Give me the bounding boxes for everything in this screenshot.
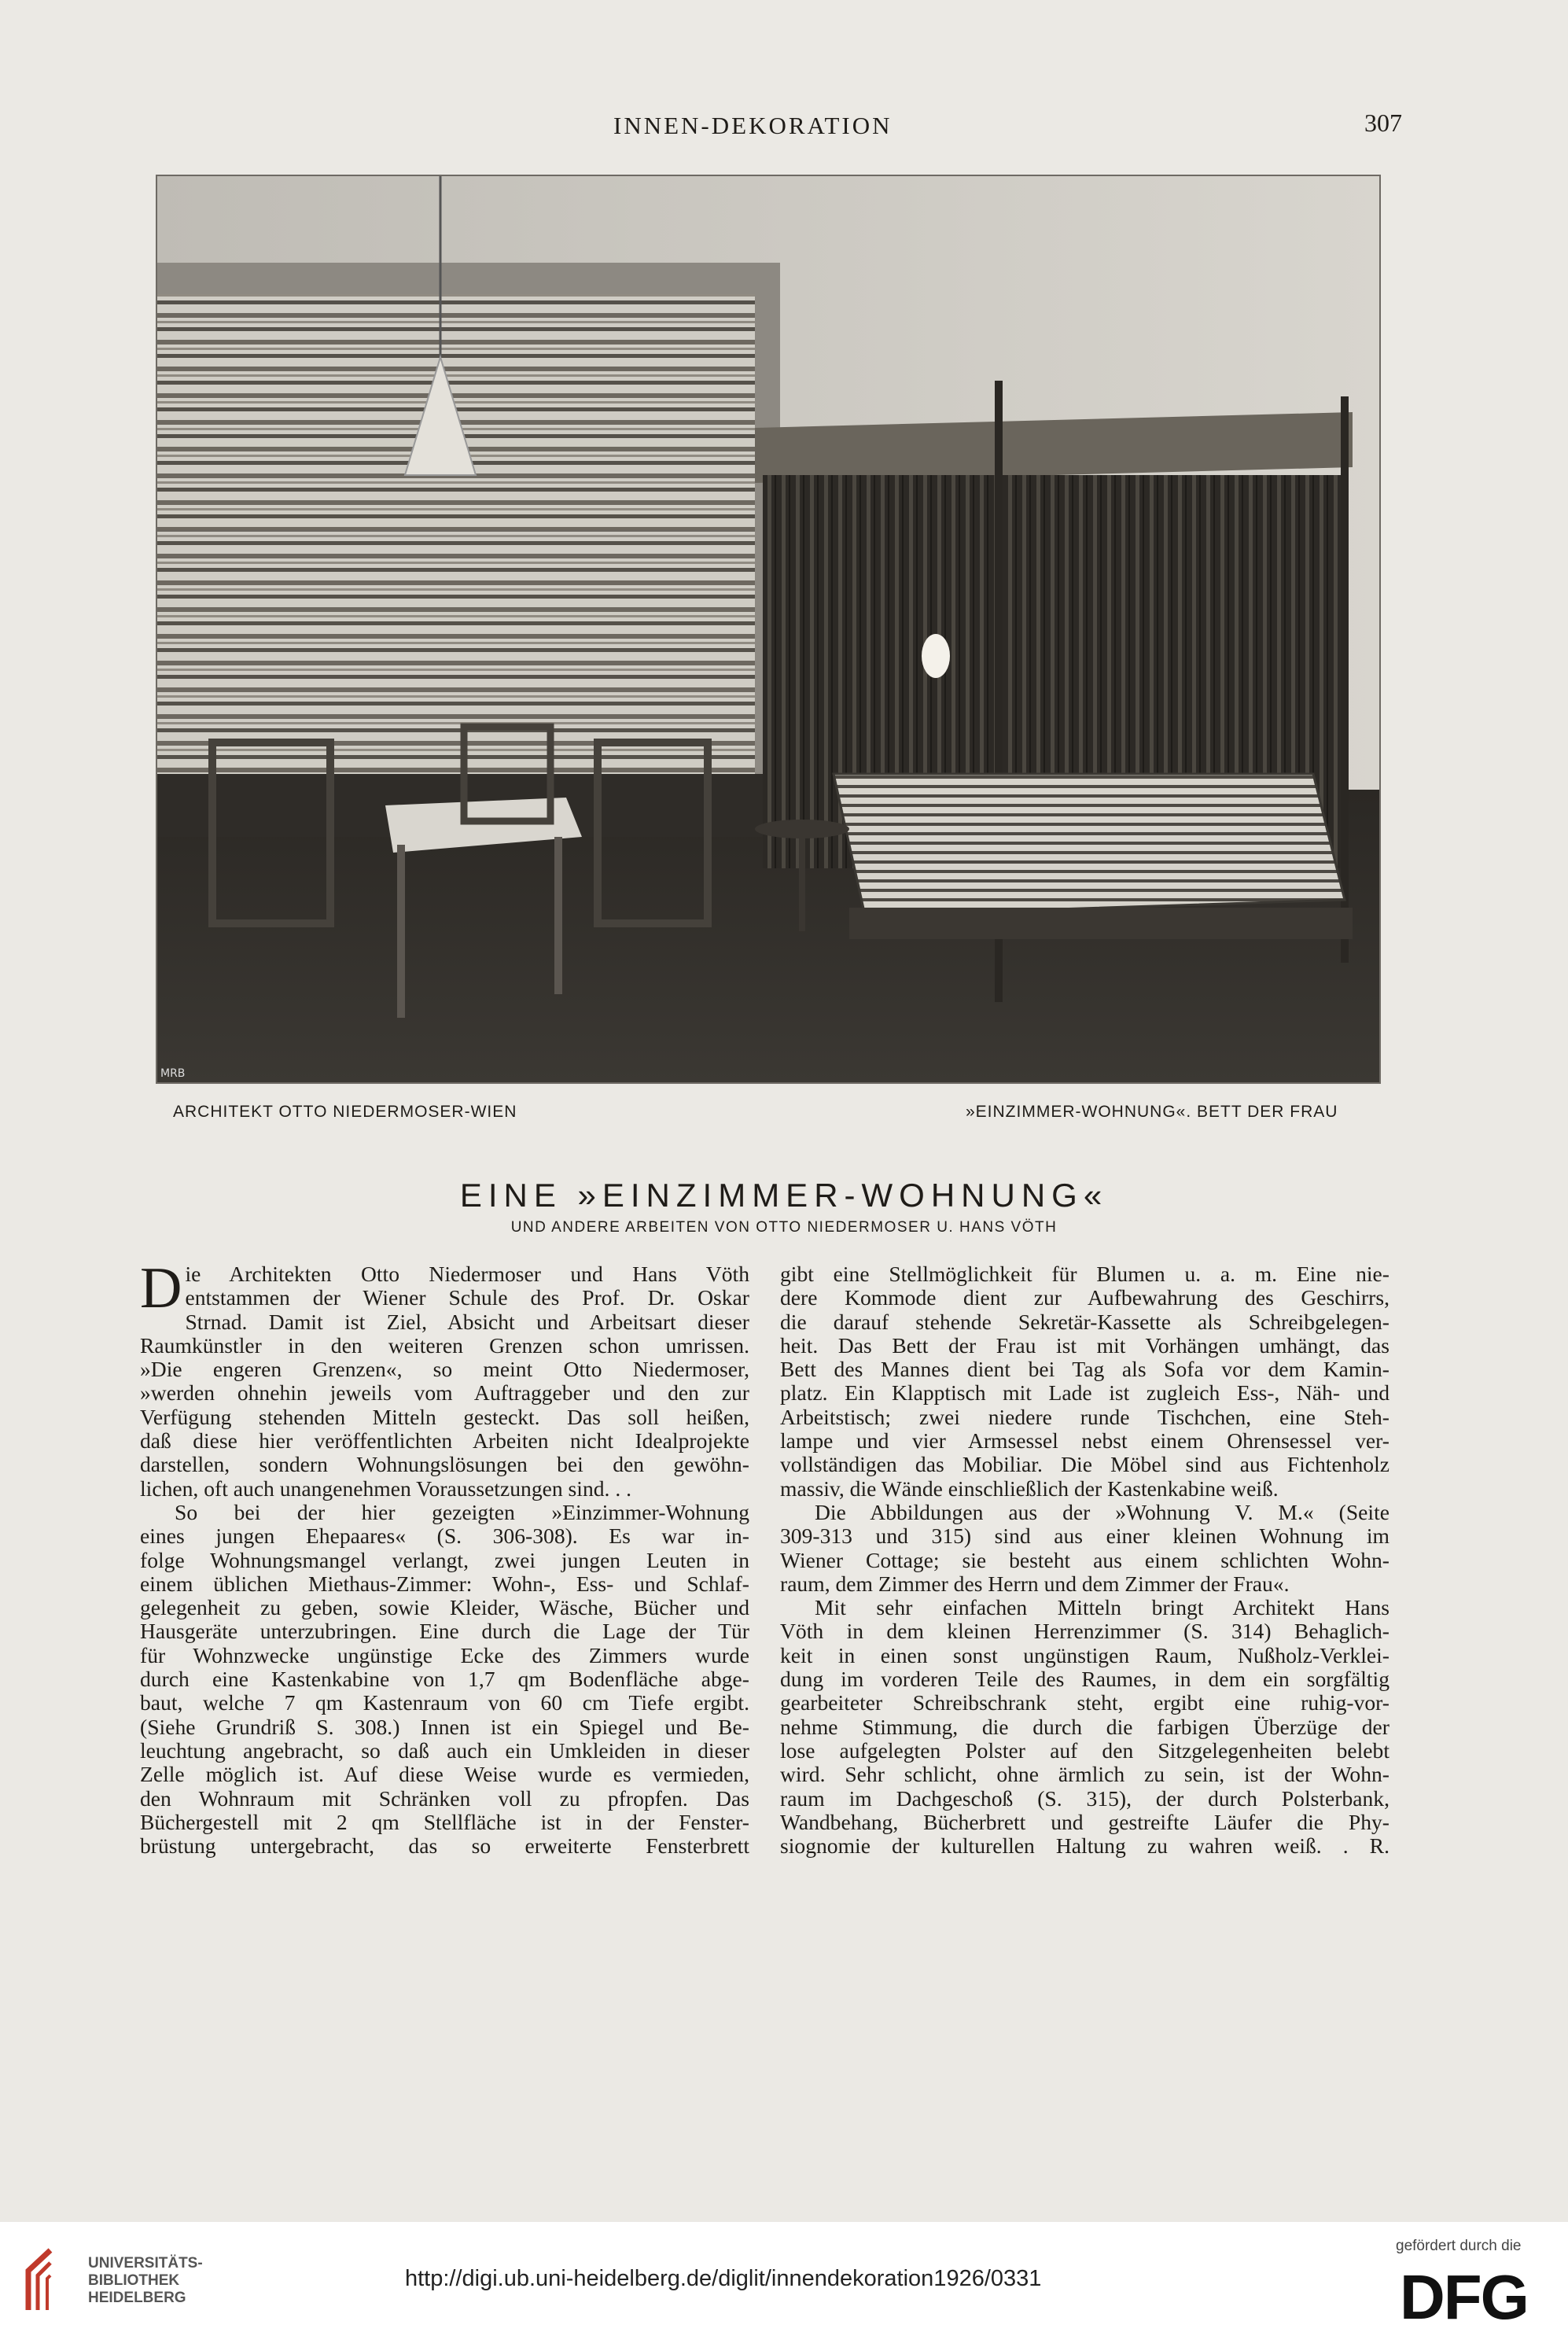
text-line: entstammen der Wiener Schule des Prof. Dr. Oskar <box>185 1285 749 1310</box>
text-line: »werden ohnehin jeweils vom Auftraggeber und den zur <box>140 1380 749 1406</box>
library-name-line: BIBLIOTHEK <box>88 2272 180 2289</box>
text-line: siognomie der kulturellen Haltung zu wahren weiß. . R. <box>780 1833 1389 1859</box>
text-line: gibt eine Stellmöglichkeit für Blumen u. a. m. Eine nie- <box>780 1262 1389 1286</box>
text-line: lichen, oft auch unangenehmen Voraussetzungen sind. . . <box>140 1476 632 1501</box>
text-line: wird. Sehr schlicht, ohne ärmlich zu sein, ist der Wohn- <box>780 1762 1389 1787</box>
text-line: Zelle möglich ist. Auf diese Weise wurde es vermieden, <box>140 1762 749 1787</box>
text-line: darstellen, sondern Wohnungslösungen bei den gewöhn- <box>140 1452 749 1477</box>
text-line: leuchtung angebracht, so daß auch ein Umkleiden in dieser <box>140 1737 749 1763</box>
text-line: lose aufgelegten Polster auf den Sitzgelegenheiten belebt <box>780 1737 1389 1763</box>
text-line: Strnad. Damit ist Ziel, Absicht und Arbeitsart dieser <box>185 1309 749 1334</box>
funding-label: gefördert durch die <box>1396 2238 1522 2254</box>
digitization-footer <box>0 2222 1568 2336</box>
text-line: Vöth in dem kleinen Herrenzimmer (S. 314) Behaglich- <box>780 1619 1389 1644</box>
text-line: »Die engeren Grenzen«, so meint Otto Niedermoser, <box>140 1357 749 1382</box>
library-name-line: HEIDELBERG <box>88 2290 186 2306</box>
photographer-monogram: MRB <box>160 1067 186 1080</box>
text-line: keit in einen sonst ungünstigen Raum, Nußholz-Verklei- <box>780 1642 1389 1667</box>
text-line: Hausgeräte unterzubringen. Eine durch die Lage der Tür <box>140 1619 749 1644</box>
text-line: Wandbehang, Bücherbrett und gestreifte Läufer die Phy- <box>780 1809 1389 1834</box>
text-line: platz. Ein Klapptisch mit Lade ist zugleich Ess-, Näh- und <box>780 1380 1389 1406</box>
text-line: durch eine Kastenkabine von 1,7 qm Bodenfläche abge- <box>140 1667 749 1692</box>
text-line: brüstung untergebracht, das so erweiterte Fensterbrett <box>140 1833 749 1859</box>
text-line: Bett des Mannes dient bei Tag als Sofa vor dem Kamin- <box>780 1357 1389 1382</box>
running-title: INNEN-DEKORATION <box>613 112 893 139</box>
text-line: heit. Das Bett der Frau ist mit Vorhängen umhängt, das <box>780 1332 1389 1358</box>
text-line: eines jungen Ehepaares« (S. 306-308). Es war in- <box>140 1524 749 1549</box>
photo-caption-architect: ARCHITEKT OTTO NIEDERMOSER-WIEN <box>173 1103 517 1121</box>
text-line: Raumkünstler in den weiteren Grenzen schon umrissen. <box>140 1332 749 1358</box>
text-column-left <box>140 1256 749 1859</box>
text-line: baut, welche 7 qm Kastenraum von 60 cm Tiefe ergibt. <box>140 1690 749 1715</box>
text-line: raum im Dachgeschoß (S. 315), der durch Polsterbank, <box>780 1785 1389 1811</box>
photo-caption-title: »EINZIMMER-WOHNUNG«. BETT DER FRAU <box>966 1103 1338 1121</box>
page-number: 307 <box>1364 109 1402 137</box>
drop-cap: D <box>140 1256 182 1321</box>
text-line: Verfügung stehenden Mitteln gesteckt. Das soll heißen, <box>140 1404 749 1429</box>
text-line: massiv, die Wände einschließlich der Kastenkabine weiß. <box>780 1476 1279 1501</box>
library-name-line: UNIVERSITÄTS- <box>88 2255 203 2272</box>
text-line: Arbeitstisch; zwei niedere runde Tischchen, eine Steh- <box>780 1404 1389 1429</box>
text-line: folge Wohnungsmangel verlangt, zwei jungen Leuten in <box>140 1547 749 1572</box>
text-line: raum, dem Zimmer des Herrn und dem Zimmer der Frau«. <box>780 1571 1290 1596</box>
text-line: Büchergestell mit 2 qm Stellfläche ist in der Fenster- <box>140 1809 749 1834</box>
text-line: (Siehe Grundriß S. 308.) Innen ist ein Spiegel und Be- <box>140 1714 749 1739</box>
permalink-url[interactable]: http://digi.ub.uni-heidelberg.de/diglit/innendekoration1926/0331 <box>405 2266 1042 2291</box>
text-line: nehme Stimmung, die durch die farbigen Überzüge der <box>780 1714 1389 1739</box>
article-subtitle: UND ANDERE ARBEITEN VON OTTO NIEDERMOSER U. HANS VÖTH <box>510 1219 1058 1236</box>
dfg-logo: DFG <box>1400 2262 1528 2332</box>
text-line: gearbeiteter Schreibschrank steht, ergibt eine ruhig-vor- <box>780 1690 1389 1715</box>
library-name <box>88 2255 203 2307</box>
text-line: lampe und vier Armsessel nebst einem Ohrensessel ver- <box>780 1428 1389 1454</box>
text-line: die darauf stehende Sekretär-Kassette als Schreibgelegen- <box>780 1309 1389 1334</box>
text-line: dere Kommode dient zur Aufbewahrung des Geschirrs, <box>780 1285 1389 1310</box>
text-line: So bei der hier gezeigten »Einzimmer-Wohnung <box>175 1499 749 1524</box>
text-line: 309-313 und 315) sind aus einer kleinen Wohnung im <box>780 1524 1389 1549</box>
text-line: gelegenheit zu geben, sowie Kleider, Wäsche, Bücher und <box>140 1595 749 1620</box>
running-head <box>0 109 1568 143</box>
university-library-logo-icon <box>20 2247 80 2313</box>
text-line: Mit sehr einfachen Mitteln bringt Architekt Hans <box>815 1595 1389 1620</box>
text-line: den Wohnraum mit Schränken voll zu pfropfen. Das <box>140 1785 749 1811</box>
text-column-right <box>780 1262 1389 1858</box>
text-line: Wiener Cottage; sie besteht aus einem schlichten Wohn- <box>780 1547 1389 1572</box>
text-line: ie Architekten Otto Niedermoser und Hans Vöth <box>185 1262 749 1286</box>
text-line: für Wohnzwecke ungünstige Ecke des Zimmers wurde <box>140 1642 749 1667</box>
text-line: Die Abbildungen aus der »Wohnung V. M.« (Seite <box>815 1499 1389 1524</box>
text-line: vollständigen das Mobiliar. Die Möbel sind aus Fichtenholz <box>780 1452 1389 1477</box>
text-line: dung im vorderen Teile des Raumes, in dem ein sorgfältig <box>780 1667 1389 1692</box>
text-line: einem üblichen Miethaus-Zimmer: Wohn-, Ess- und Schlaf- <box>140 1571 749 1596</box>
interior-photograph <box>156 175 1381 1084</box>
article-title: EINE »EINZIMMER-WOHNUNG« <box>459 1177 1109 1214</box>
bedroom-photo-illustration <box>157 176 1379 1082</box>
text-line: daß diese hier veröffentlichten Arbeiten nicht Idealprojekte <box>140 1428 749 1454</box>
